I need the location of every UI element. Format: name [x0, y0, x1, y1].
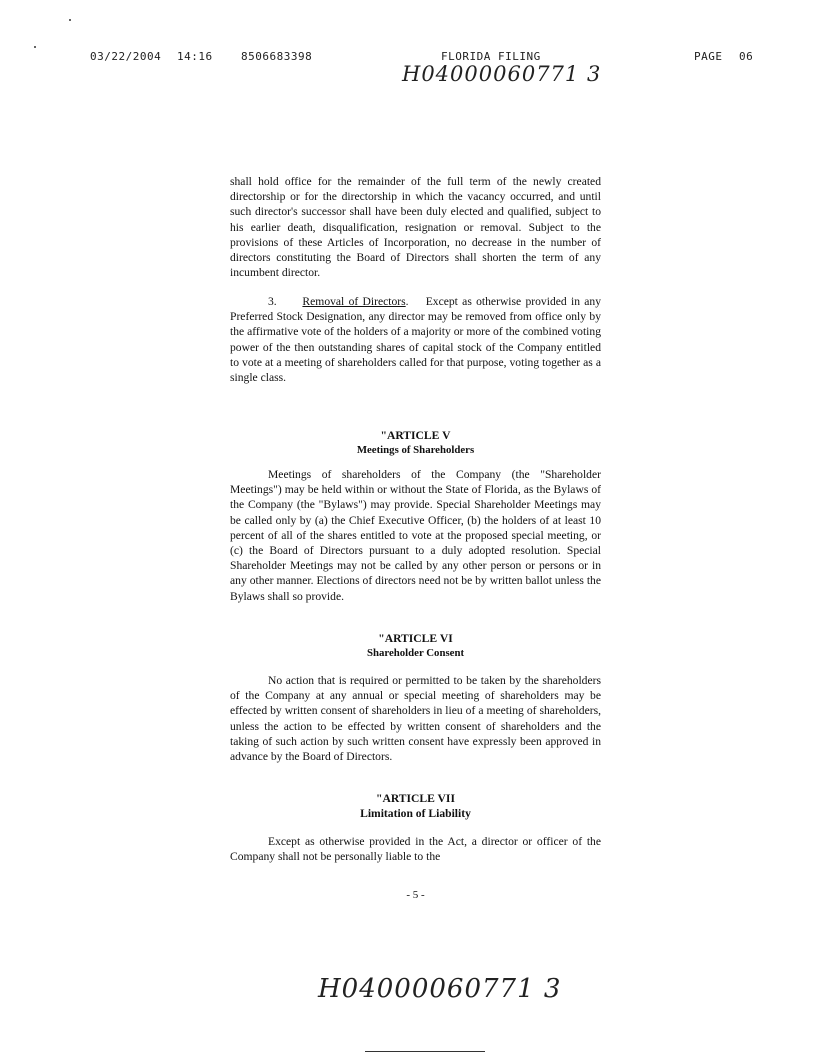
article-7-subheading: Limitation of Liability	[360, 807, 471, 820]
article-5-heading: "ARTICLE V	[380, 429, 451, 442]
document-number-handwritten-top: H04000060771 3	[402, 62, 602, 86]
section-3-title: Removal of Directors	[302, 295, 406, 308]
scan-speck	[34, 46, 36, 48]
document-number-handwritten-bottom: H04000060771 3	[318, 974, 562, 1004]
scan-speck	[69, 19, 71, 21]
bottom-rule	[365, 1051, 485, 1052]
section-3-text: Except as otherwise provided in any Preferred Stock Designation, any director may be removed from office only by the affirmative vote of the holders of a majority or more of the combined voting power of the then outstanding shares of capital stock of the Company entitled to vote at a meeting of shareholders called for that purpose, voting together as a single class.	[230, 295, 602, 385]
section-3-number: 3.	[268, 295, 277, 308]
article-6-subheading: Shareholder Consent	[366, 647, 465, 659]
section-3-paragraph: 3. Removal of Directors. Except as otherwise provided in any Preferred Stock Designation, any director may be removed from office only by the affirmative vote of the holders of a majority or more of the combined voting power of the then outstanding shares of capital stock of the Company entitled to vote at a meeting of shareholders called for that purpose, voting together as a single class.	[230, 295, 602, 385]
document-body	[230, 174, 601, 280]
article-6-paragraph: No action that is required or permitted to be taken by the shareholders of the Company at any annual or special meeting of shareholders may be effected by written consent of shareholders in lieu of a meeting of shareholders, unless the action to be effected by written consent of shareholders and the taking of such action by such written consent have expressly been approved in advance by the Board of Directors.	[230, 674, 601, 764]
article-7-body	[230, 834, 601, 864]
fax-date: 03/22/2004	[90, 50, 162, 63]
fax-title: FLORIDA FILING	[441, 50, 541, 63]
article-6-heading: "ARTICLE VI	[378, 632, 453, 645]
article-5-body	[230, 467, 601, 604]
article-5-subheading: Meetings of Shareholders	[356, 444, 475, 456]
paragraph-continuation: shall hold office for the remainder of the full term of the newly created directorship or for the directorship in which the vacancy occurred, and until such director's successor shall have been duly elected and qualified, subject to his earlier death, disqualification, resignation or removal. Subject to the provisions of these Articles of Incorporation, no decrease in the number of directors constituting the Board of Directors shall shorten the term of any incumbent director.	[230, 175, 601, 280]
fax-time: 14:16	[177, 50, 213, 63]
article-5-paragraph: Meetings of shareholders of the Company (the "Shareholder Meetings") may be held within or without the State of Florida, as the Bylaws of the Company (the "Bylaws") may provide. Special Shareholder Meetings may be called only by (a) the Chief Executive Officer, (b) the holders of at least 10 percent of all of the shares entitled to vote at the proposed special meeting, or (c) the Board of Directors pursuant to a duly adopted resolution. Special Shareholder Meetings may not be called by any other person or persons or in any other manner. Elections of directors need not be by written ballot unless the Bylaws shall so provide.	[230, 468, 601, 603]
article-7-paragraph: Except as otherwise provided in the Act, a director or officer of the Company shall not be personally liable to the	[230, 835, 601, 864]
section-3	[230, 294, 601, 385]
article-7-heading: "ARTICLE VII	[376, 792, 455, 805]
fax-page-number: 06	[739, 50, 754, 63]
fax-page-label: PAGE	[694, 50, 723, 63]
page-number: - 5 -	[406, 889, 425, 901]
article-6-body	[230, 673, 601, 764]
fax-phone: 8506683398	[241, 50, 313, 63]
